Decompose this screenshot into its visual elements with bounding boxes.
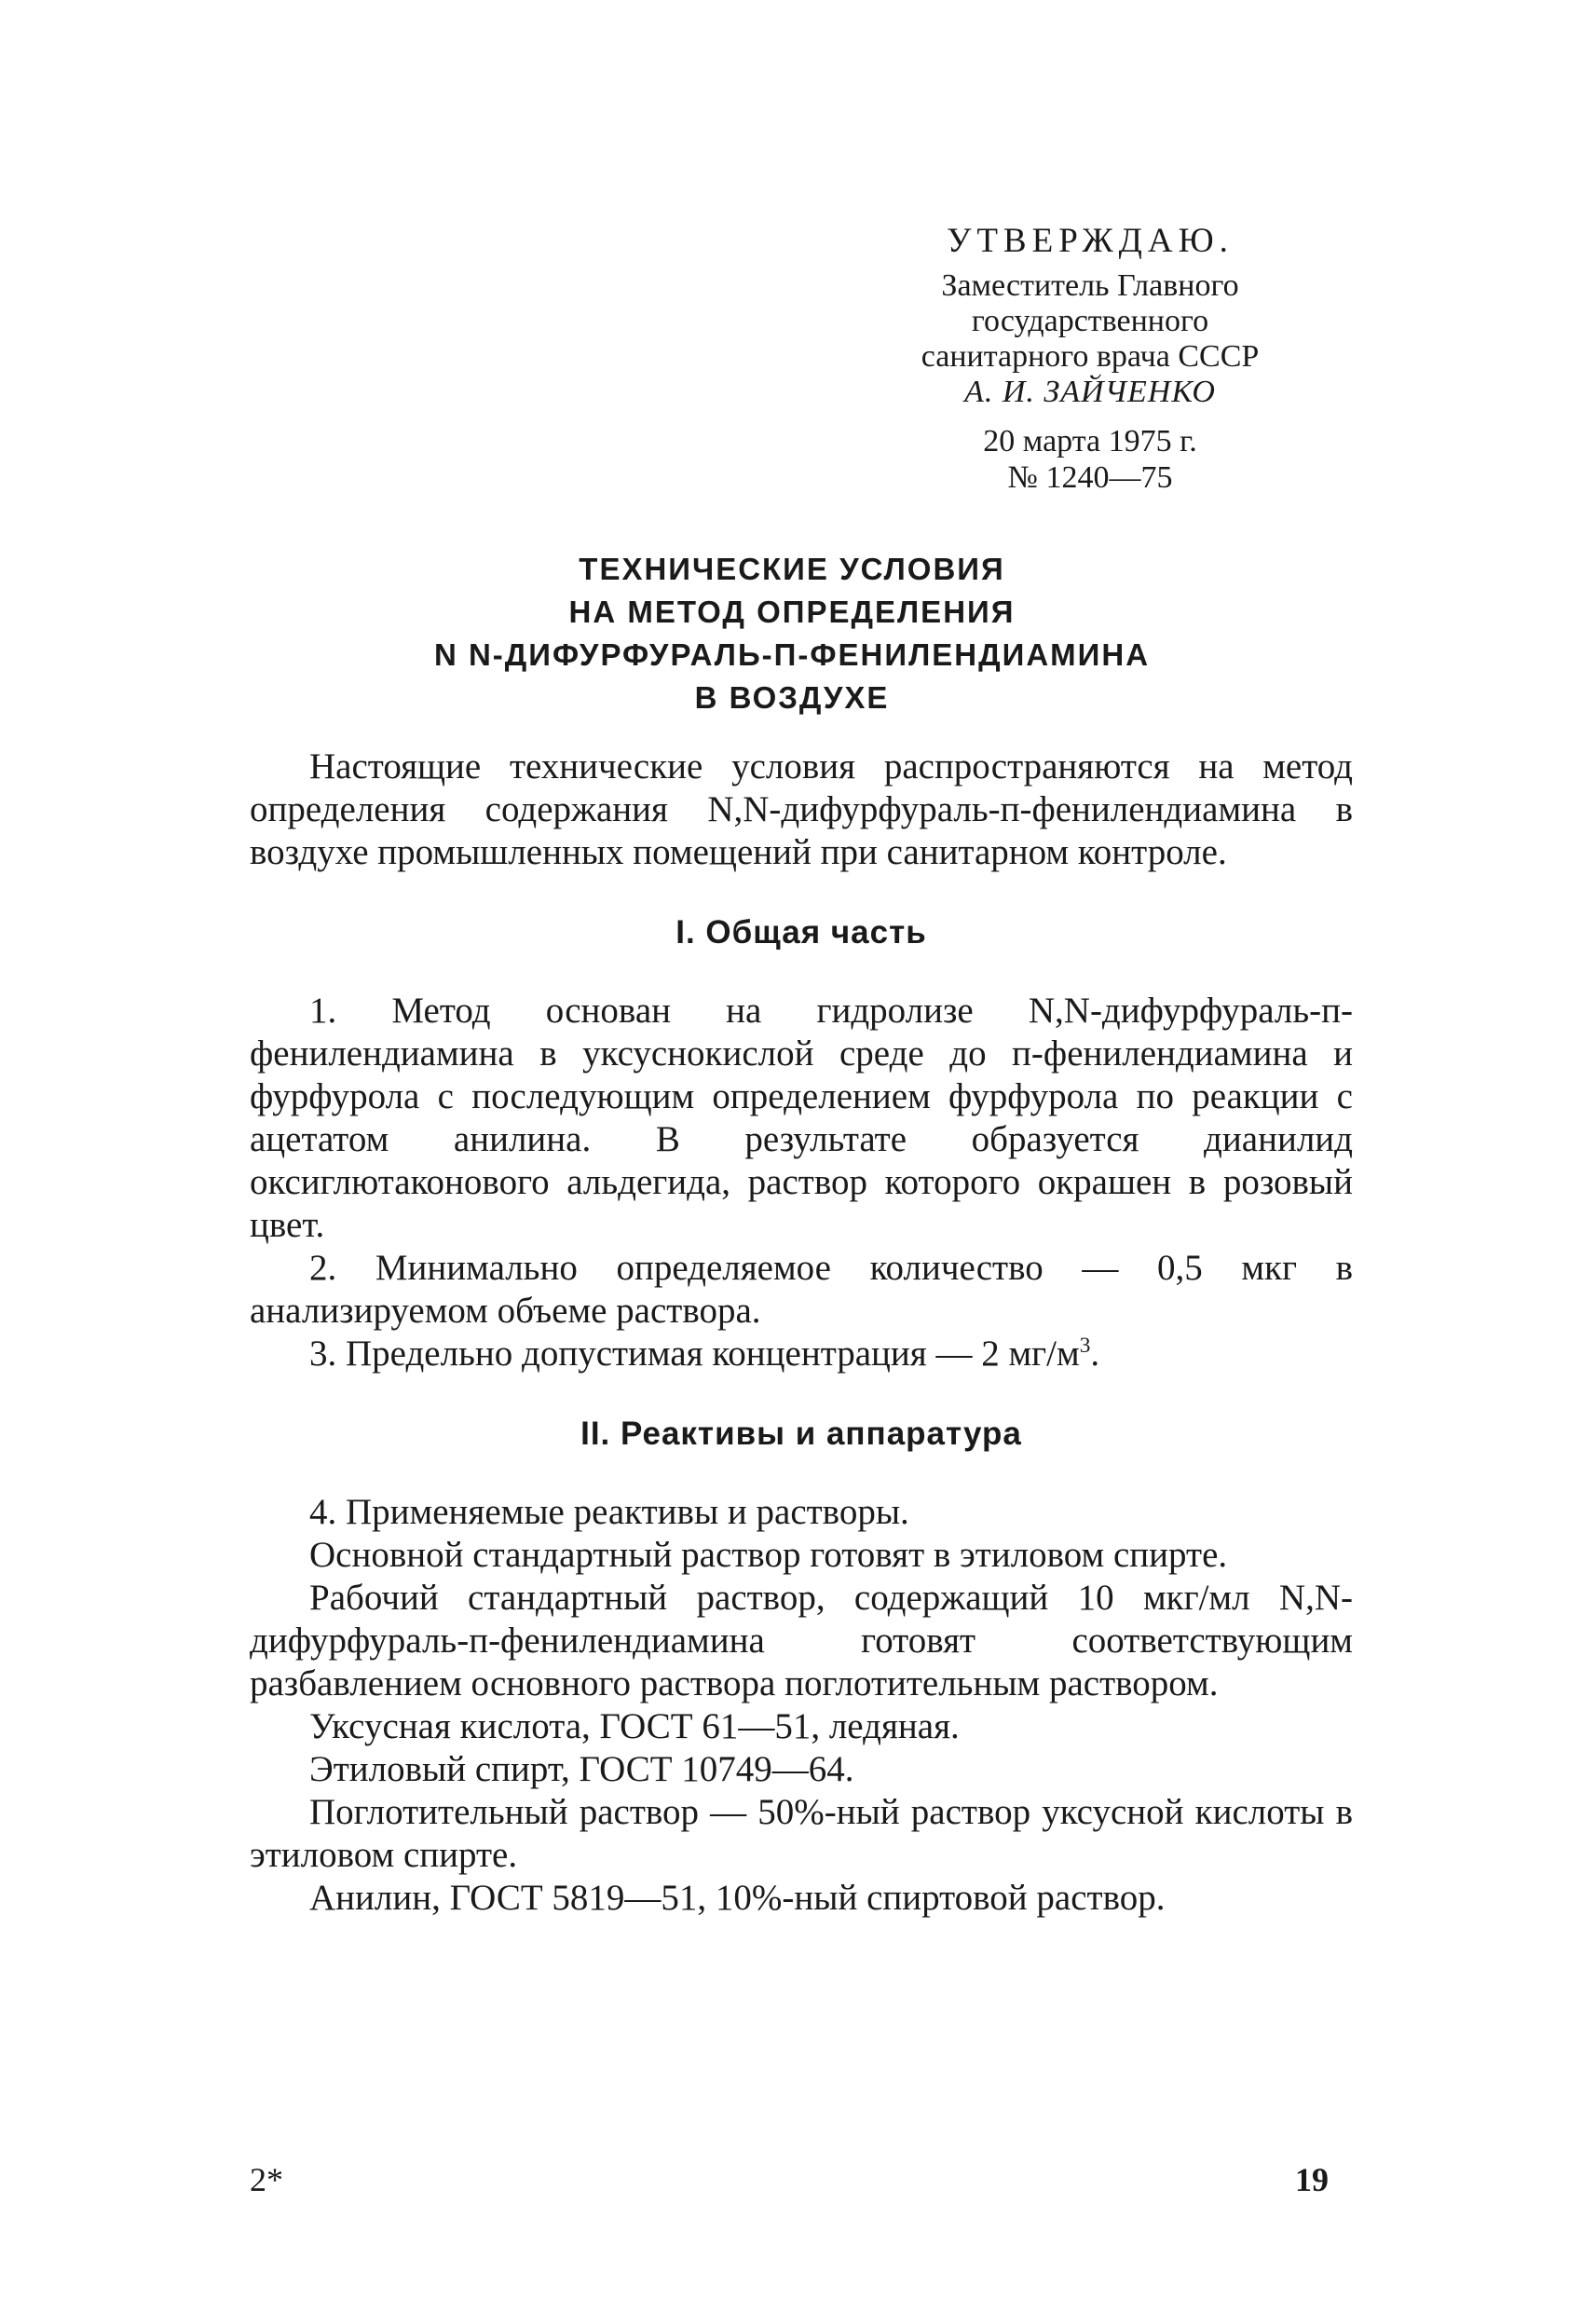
intro-paragraph: Настоящие технические условия распространяются на метод определения содержания N,N-дифурфураль-п-фенилендиамина в воздухе промышленных помещений при санитарном контроле. xyxy=(250,746,1353,872)
approval-date: 20 марта 1975 г. xyxy=(983,424,1197,458)
section-heading-reagents: II. Реактивы и аппаратура xyxy=(580,1416,1022,1452)
paragraph-main-standard-solution: Основной стандартный раствор готовят в этиловом спирте. xyxy=(309,1535,1228,1575)
paragraph-max-concentration xyxy=(250,1333,1353,1375)
paragraph-reagents-list: 4. Применяемые реактивы и растворы. xyxy=(309,1492,909,1532)
section-heading-general: I. Общая часть xyxy=(675,914,927,951)
document-title xyxy=(280,548,1304,719)
title-line-3: N N-ДИФУРФУРАЛЬ-П-ФЕНИЛЕНДИАМИНА xyxy=(433,637,1151,672)
approval-heading: УТВЕРЖДАЮ. xyxy=(947,222,1234,260)
approver-position-line-3: санитарного врача СССР xyxy=(921,339,1260,374)
document-body xyxy=(250,746,1353,1920)
paragraph-acetic-acid: Уксусная кислота, ГОСТ 61—51, ледяная. xyxy=(309,1706,960,1746)
paragraph-working-standard-solution: Рабочий стандартный раствор, содержащий 10 мкг/мл N,N-дифурфураль-п-фенилендиамина готовят соответствующим разбавлением основного раствора поглотительным раствором. xyxy=(250,1578,1353,1703)
paragraph-method: 1. Метод основан на гидролизе N,N-дифурфураль-п-фенилендиамина в уксуснокислой среде до п-фенилендиамина и фурфурола с последующим определением фурфурола по реакции с ацетатом анилина. В результате образуется дианилид оксиглютаконового альдегида, раствор которого окрашен в розовый цвет. xyxy=(250,991,1353,1245)
approval-block xyxy=(866,224,1314,496)
signature-mark: 2* xyxy=(250,2161,283,2198)
paragraph-minimum-quantity: 2. Минимально определяемое количество — 0,5 мкг в анализируемом объеме раствора. xyxy=(250,1248,1353,1331)
approval-number: № 1240—75 xyxy=(1007,460,1173,495)
paragraph-aniline: Анилин, ГОСТ 5819—51, 10%-ный спиртовой раствор. xyxy=(309,1878,1166,1918)
approver-position-line-2: государственного xyxy=(971,304,1209,338)
max-concentration-superscript: 3 xyxy=(1079,1334,1091,1358)
paragraph-ethyl-alcohol: Этиловый спирт, ГОСТ 10749—64. xyxy=(309,1749,854,1789)
paragraph-absorbing-solution: Поглотительный раствор — 50%-ный раствор уксусной кислоты в этиловом спирте. xyxy=(250,1792,1353,1875)
approver-name: А. И. ЗАЙЧЕНКО xyxy=(964,375,1216,409)
title-line-2: НА МЕТОД ОПРЕДЕЛЕНИЯ xyxy=(568,595,1016,629)
max-concentration-text: 3. Предельно допустимая концентрация — 2 мг/м xyxy=(309,1334,1080,1374)
title-line-4: В ВОЗДУХЕ xyxy=(694,680,890,715)
max-concentration-end: . xyxy=(1090,1334,1100,1374)
title-line-1: ТЕХНИЧЕСКИЕ УСЛОВИЯ xyxy=(579,552,1005,586)
page-number: 19 xyxy=(1295,2161,1329,2198)
approver-position-line-1: Заместитель Главного xyxy=(941,268,1239,303)
